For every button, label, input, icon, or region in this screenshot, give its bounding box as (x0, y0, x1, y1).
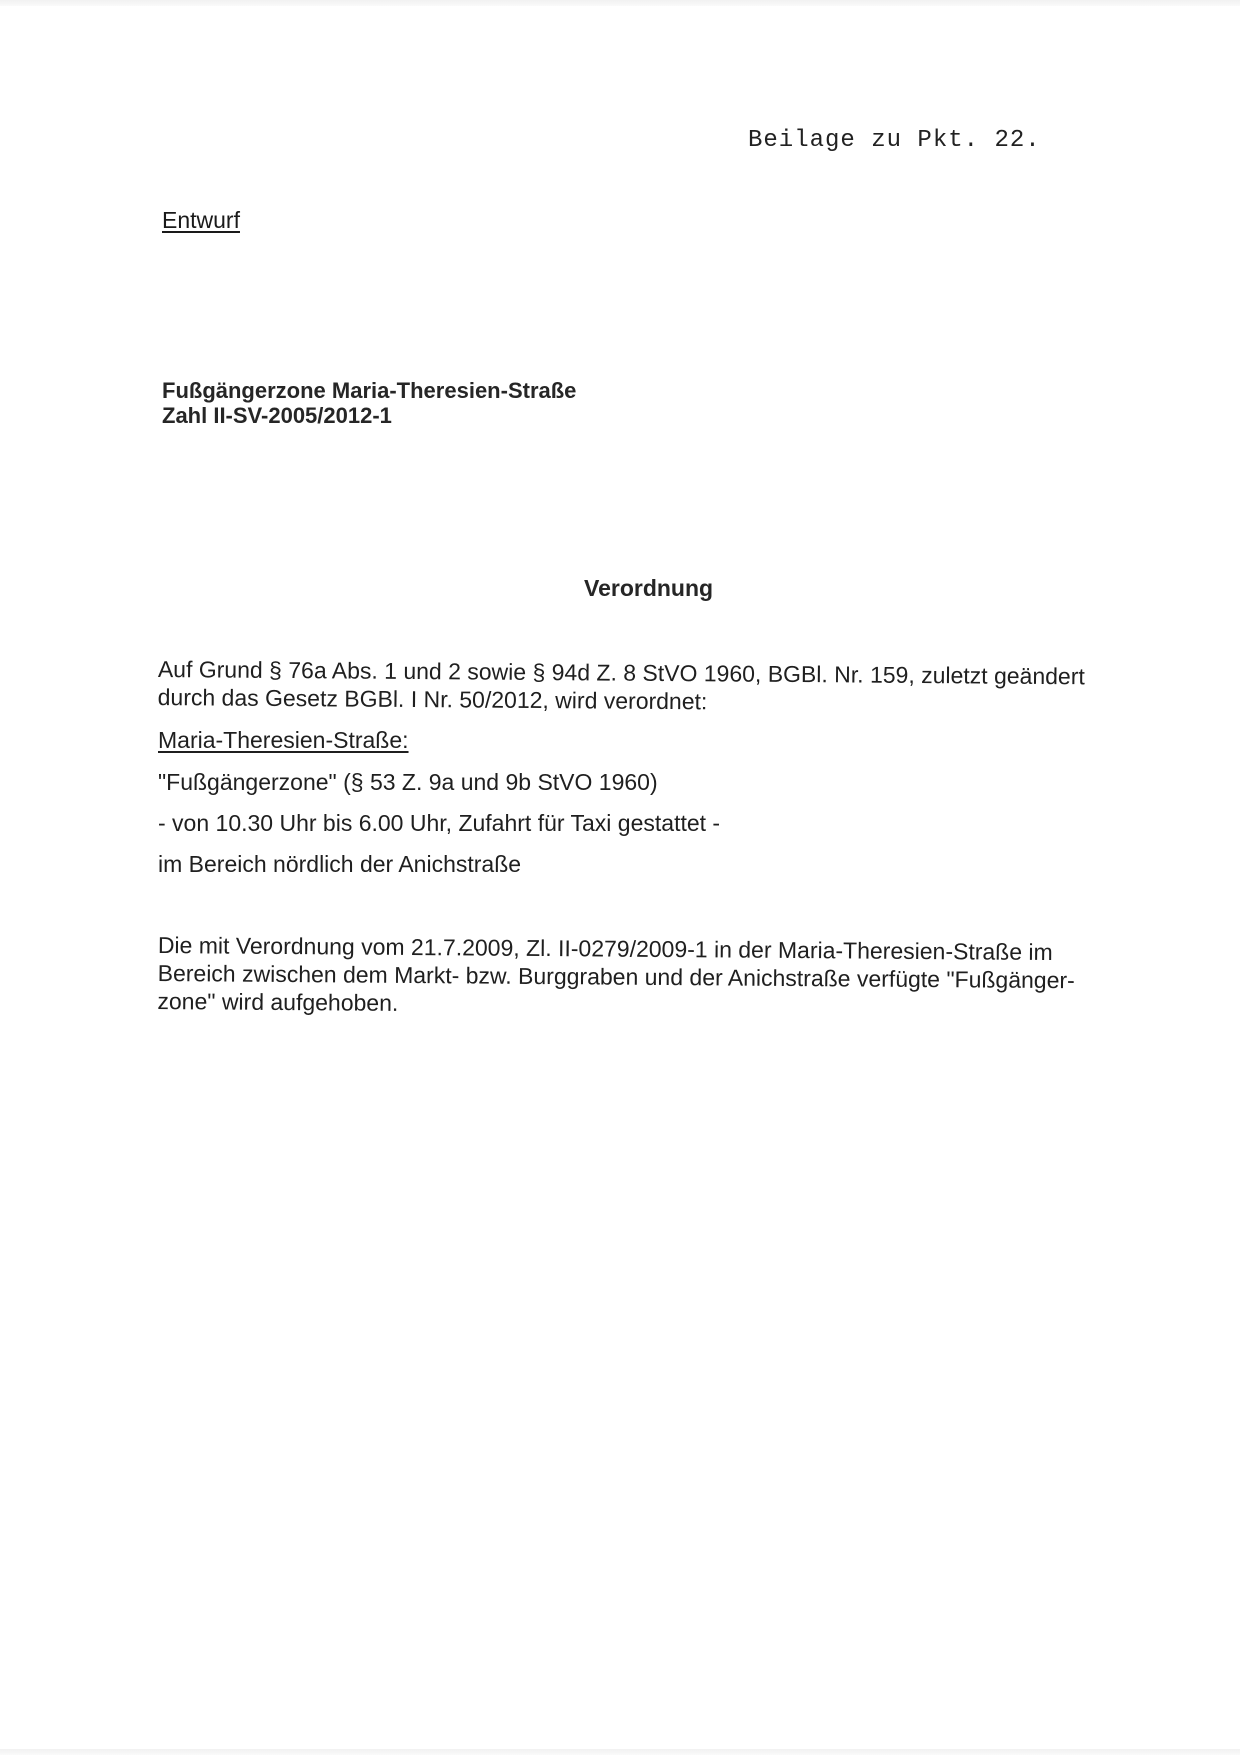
subject-number: Zahl II-SV-2005/2012-1 (162, 403, 392, 428)
attachment-reference: Beilage zu Pkt. 22. (748, 127, 1041, 154)
repeal-paragraph (157, 931, 1075, 1022)
area-description: im Bereich nördlich der Anichstraße (158, 851, 522, 877)
legal-basis-paragraph (158, 655, 1085, 718)
repeal-line: zone" wird aufgehoben. (157, 987, 399, 1016)
time-restriction: - von 10.30 Uhr bis 6.00 Uhr, Zufahrt für Taxi gestattet - (158, 810, 721, 836)
document-heading: Verordnung (584, 575, 714, 601)
legal-basis-line: Auf Grund § 76a Abs. 1 und 2 sowie § 94d Z. 8 StVO 1960, BGBl. Nr. 159, zuletzt geändert (157, 655, 1085, 690)
draft-label: Entwurf (162, 207, 240, 233)
subject-block (162, 378, 576, 428)
subject-title: Fußgängerzone Maria-Theresien-Straße (162, 378, 577, 403)
legal-basis-line: durch das Gesetz BGBl. I Nr. 50/2012, wird verordnet: (157, 683, 708, 715)
street-label: Maria-Theresien-Straße: (158, 727, 409, 753)
scan-edge-top (0, 0, 1240, 6)
scan-edge-bottom (0, 1749, 1240, 1755)
zone-designation: "Fußgängerzone" (§ 53 Z. 9a und 9b StVO 1960) (158, 769, 658, 795)
repeal-line: Die mit Verordnung vom 21.7.2009, Zl. II-0279/2009-1 in der Maria-Theresien-Straße im (157, 931, 1053, 966)
repeal-line: Bereich zwischen dem Markt- bzw. Burggraben und der Anichstraße verfügte "Fußgänger- (157, 959, 1075, 994)
